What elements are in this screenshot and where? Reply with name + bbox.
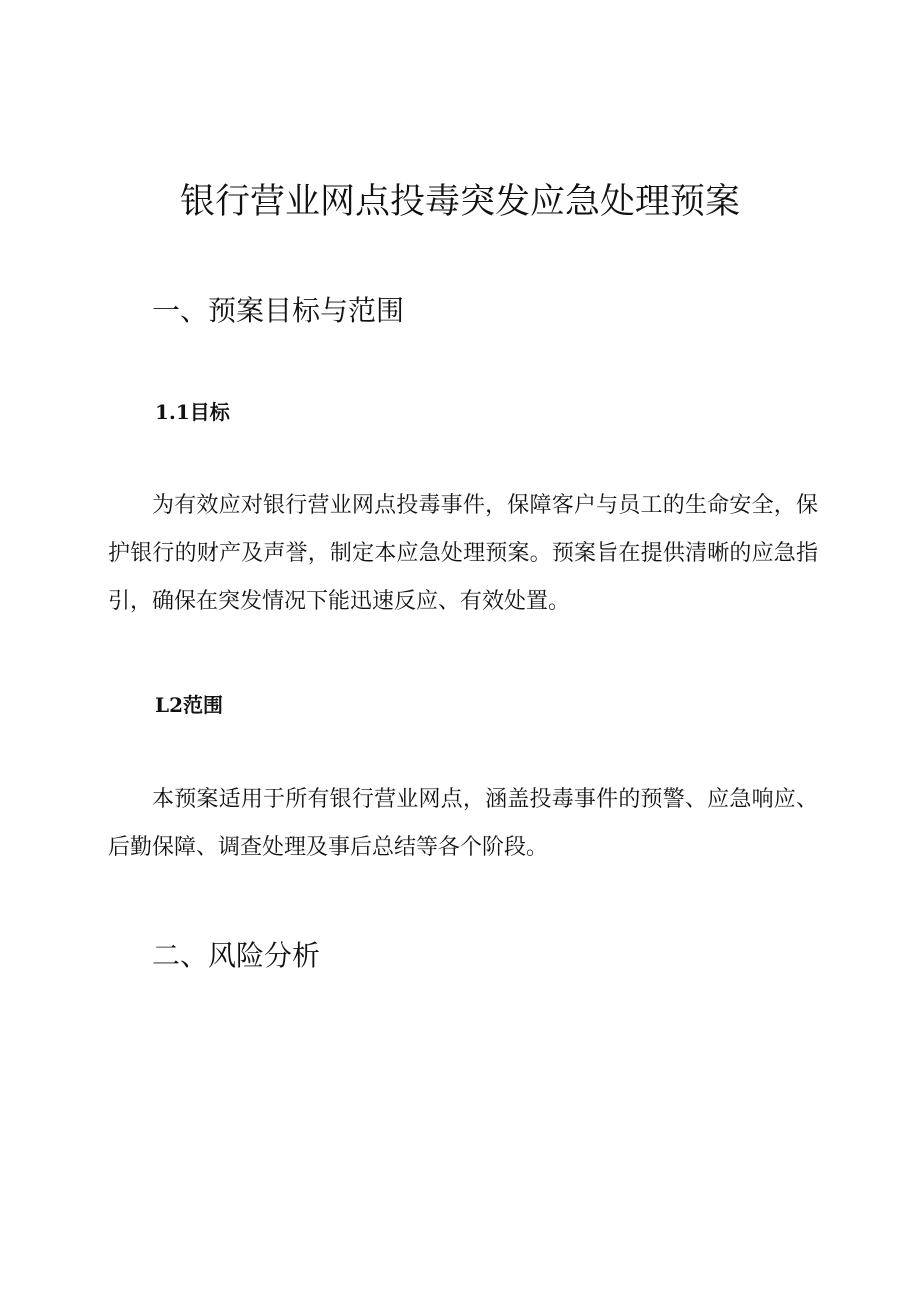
section-heading-goals-scope: 一、预案目标与范围 <box>152 294 405 327</box>
paragraph-scope: 本预案适用于所有银行营业网点，涵盖投毒事件的预警、应急响应、后勤保障、调查处理及事后总结等各个阶段。 <box>108 787 818 860</box>
document-title: 银行营业网点投毒突发应急处理预案 <box>179 182 740 222</box>
subsection-heading-goal: 1.1目标 <box>155 400 230 424</box>
subsection-heading-scope: L2范围 <box>155 693 223 717</box>
paragraph-goal: 为有效应对银行营业网点投毒事件，保障客户与员工的生命安全，保护银行的财产及声誉，制定本应急处理预案。预案旨在提供清晰的应急指引，确保在突发情况下能迅速反应、有效处置。 <box>108 493 818 614</box>
section-heading-risk-analysis: 二、风险分析 <box>152 939 321 972</box>
